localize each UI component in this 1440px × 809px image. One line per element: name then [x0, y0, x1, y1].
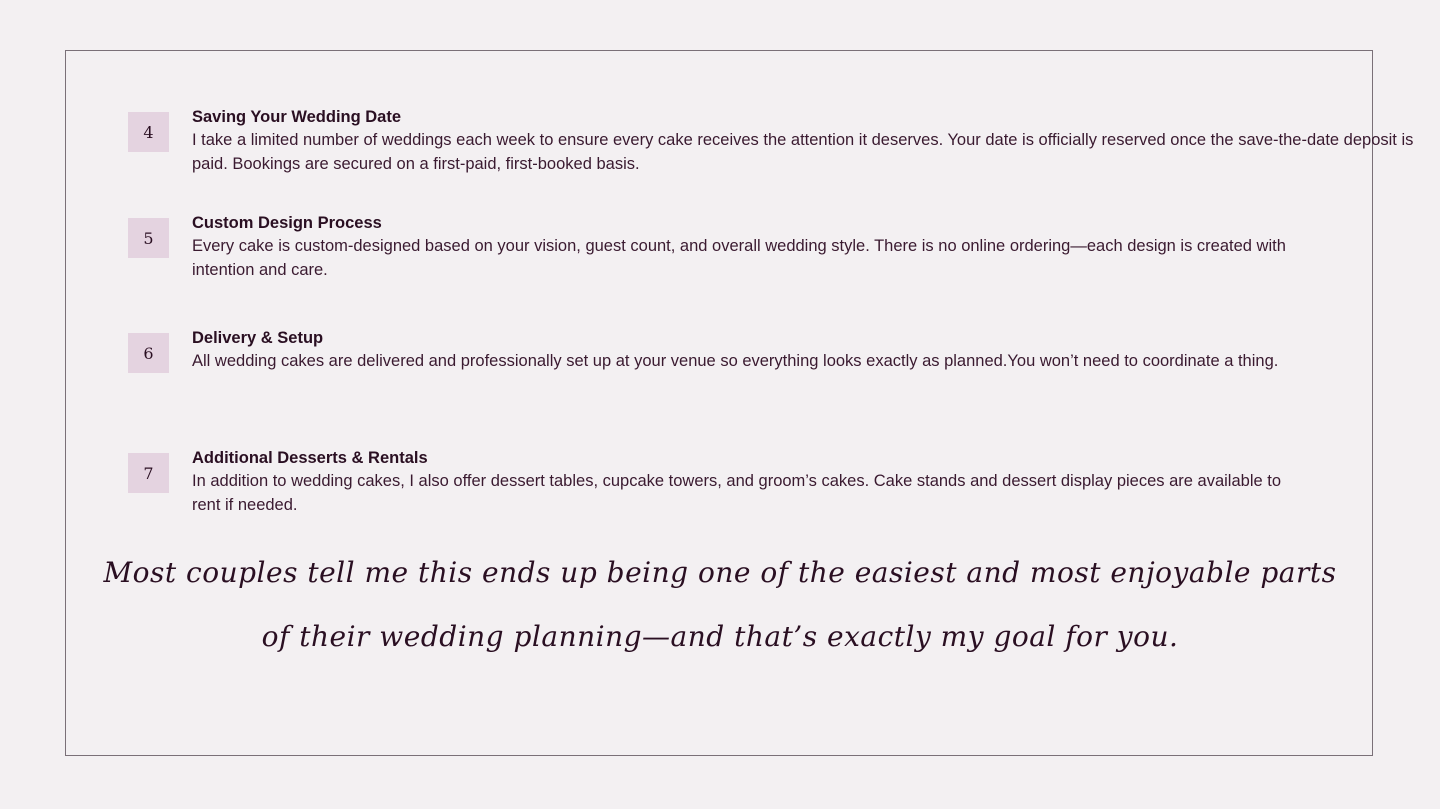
- step-description: In addition to wedding cakes, I also offer dessert tables, cupcake towers, and groom’s cakes. Cake stands and dessert display pieces are available to rent if needed.: [192, 472, 1282, 514]
- step-text: [192, 327, 1312, 374]
- step-number-badge: 5: [128, 218, 169, 258]
- closing-quote-line-1: Most couples tell me this ends up being one of the easiest and most enjoyable parts: [103, 556, 1337, 589]
- step-title: Additional Desserts & Rentals: [192, 449, 428, 467]
- step-title: Delivery & Setup: [192, 329, 324, 347]
- step-description: All wedding cakes are delivered and professionally set up at your venue so everything looks exactly as planned.You won’t need to coordinate a thing.: [192, 352, 1279, 370]
- step-number-badge: 4: [128, 112, 169, 152]
- step-title: Custom Design Process: [192, 214, 382, 232]
- step-description: Every cake is custom-designed based on your vision, guest count, and overall wedding style. There is no online ordering—each design is created with intention and care.: [192, 237, 1286, 279]
- step-description: I take a limited number of weddings each week to ensure every cake receives the attention it deserves. Your date is officially reserved once the save-the-date deposit is paid. Bookings are secured on a first-paid, first-booked basis.: [192, 131, 1414, 173]
- step-text: [192, 212, 1312, 282]
- step-text: [192, 106, 1440, 176]
- step-number-badge: 6: [128, 333, 169, 373]
- step-number-badge: 7: [128, 453, 169, 493]
- step-title: Saving Your Wedding Date: [192, 108, 402, 126]
- closing-quote-line-2: of their wedding planning—and that’s exactly my goal for you.: [261, 620, 1179, 653]
- step-text: [192, 447, 1312, 517]
